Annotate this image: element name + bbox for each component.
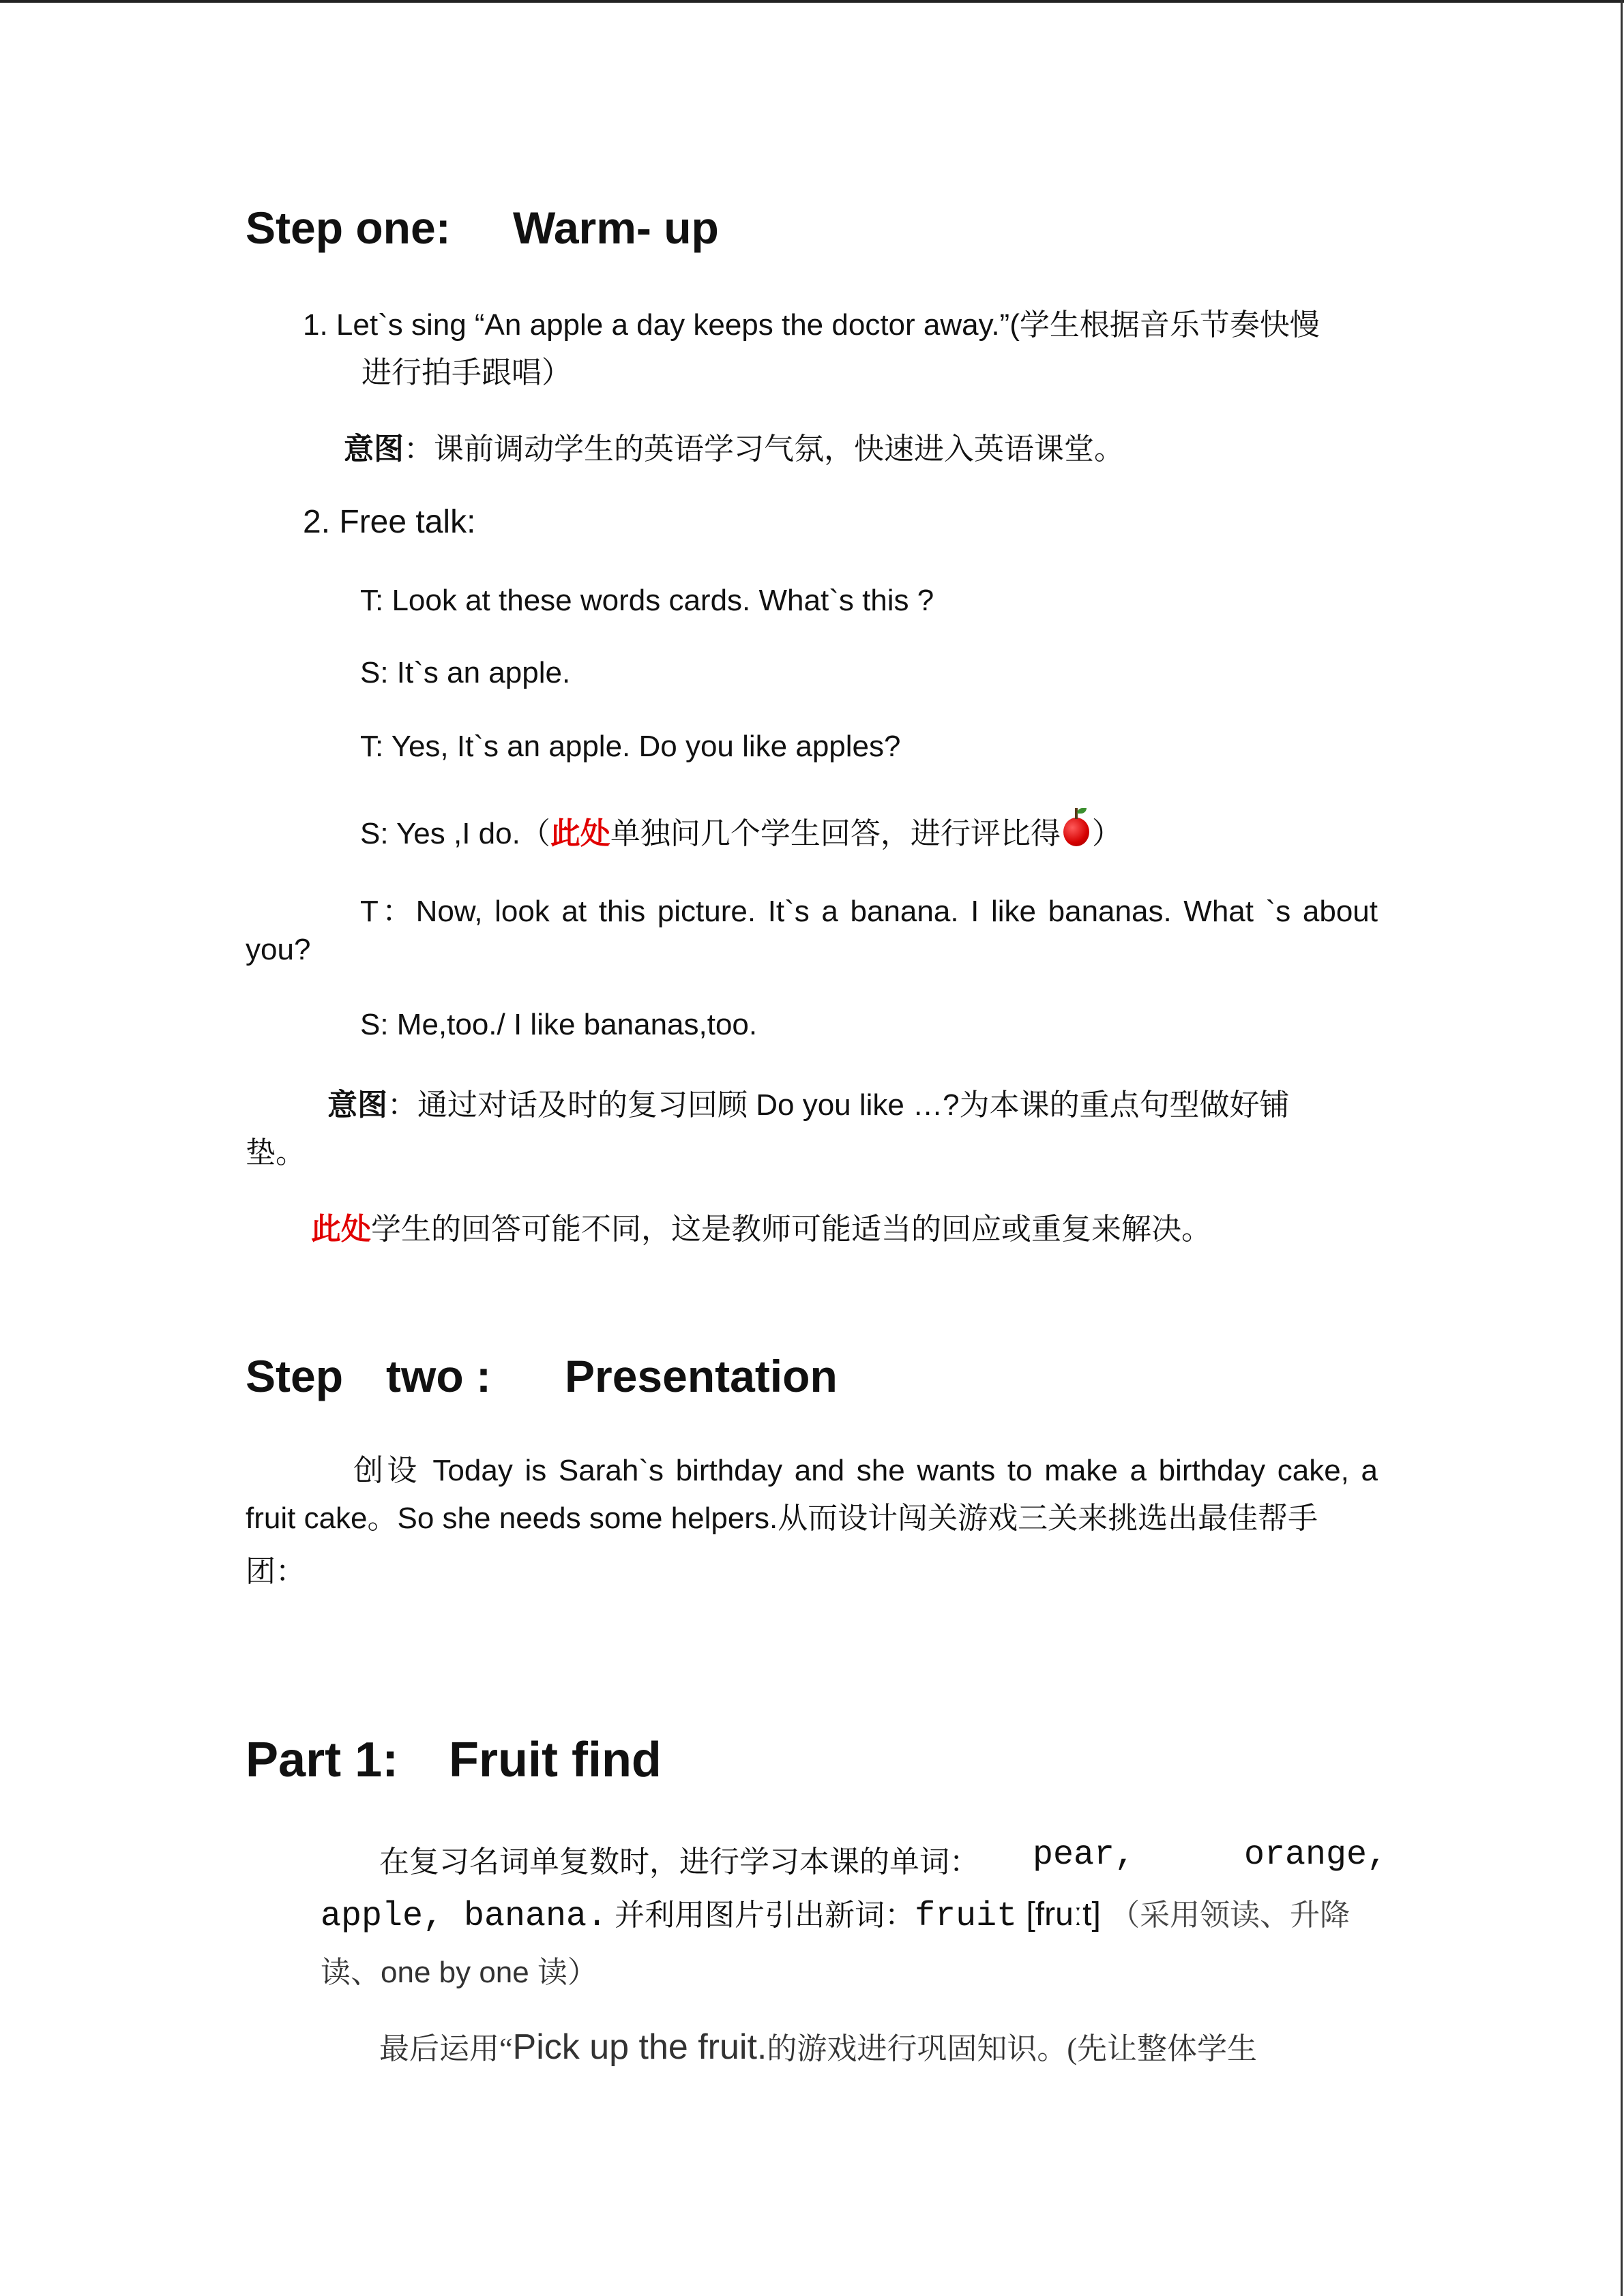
note-text: 学生的回答可能不同，这是教师可能适当的回应或重复来解决。 <box>371 1212 1211 1246</box>
dialogue-line-3: T: Yes, It`s an apple. Do you like apples? <box>360 730 901 763</box>
step2-para-line1: 创设 Today is Sarah`s birthday and she wants to make a birthday cake, a <box>353 1454 1378 1487</box>
step2-heading-label: Step <box>246 1351 344 1401</box>
page-top-border <box>0 0 1624 3</box>
part1-word-fruit: fruit <box>915 1897 1018 1936</box>
step2-heading-number: two : <box>386 1351 491 1401</box>
highlight-red: 此处 <box>550 817 610 850</box>
note-highlight-red: 此处 <box>311 1212 371 1246</box>
step1-heading-label: Step one: <box>246 203 451 253</box>
step2-para-line2: fruit cake。So she needs some helpers.从而设计闯关游戏三关来挑选出最佳帮手 <box>246 1502 1318 1535</box>
teacher-note <box>311 1204 1211 1248</box>
dialogue-line-5-cont: you? <box>246 933 311 966</box>
dialogue-line-4-text: 单独问几个学生回答，进行评比得 <box>610 817 1061 850</box>
part1-line2-text: 并利用图片引出新词： <box>607 1898 915 1932</box>
step1-item1-line2: 进行拍手跟唱） <box>361 356 572 389</box>
part1-word-orange: orange, <box>1244 1836 1388 1875</box>
part1-line4 <box>379 2024 1257 2068</box>
dialogue-line-4 <box>360 809 1122 852</box>
part1-line4-start: 最后运用“ <box>379 2032 513 2066</box>
part1-game-name: Pick up the fruit. <box>512 2027 767 2067</box>
intent-label: 意图 <box>344 432 404 466</box>
dialogue-line-6: S: Me,too./ I like bananas,too. <box>360 1008 758 1041</box>
dialogue-line-4-start: S: Yes ,I do.（ <box>360 817 550 850</box>
part1-word-pear: pear, <box>1033 1836 1136 1875</box>
page-right-border <box>1621 0 1623 2296</box>
step1-item2: 2. Free talk: <box>303 504 476 540</box>
step1-item1-line1: 1. Let`s sing “An apple a day keeps the doctor away.”(学生根据音乐节奏快慢 <box>303 308 1320 342</box>
part1-phonetic: [fruːt] <box>1017 1896 1110 1933</box>
intent-text-2: ：通过对话及时的复习回顾 Do you like …?为本课的重点句型做好铺 <box>387 1088 1290 1122</box>
step2-heading-title: Presentation <box>565 1351 838 1401</box>
intent-line-2-cont: 垫。 <box>246 1136 306 1169</box>
step2-para-line3: 团： <box>246 1555 306 1588</box>
dialogue-line-5: T：Now, look at this picture. It`s a banana. I like bananas. What `s about <box>360 895 1378 928</box>
part1-line2-tail: （采用领读、升降 <box>1110 1898 1350 1932</box>
part1-line2 <box>321 1890 1350 1936</box>
intent-line-2 <box>327 1080 1378 1124</box>
intent-line-1 <box>344 424 1124 468</box>
intent-label-2: 意图 <box>327 1088 387 1122</box>
dialogue-line-2: S: It`s an apple. <box>360 656 571 689</box>
part1-line1-text: 在复习名词单复数时，进行学习本课的单词： <box>379 1845 979 1879</box>
intent-text: ：课前调动学生的英语学习气氛，快速进入英语课堂。 <box>404 432 1124 466</box>
part1-line3: 读、one by one 读） <box>321 1956 597 1989</box>
part1-heading-label: Part 1: <box>246 1733 399 1787</box>
dialogue-line-1: T: Look at these words cards. What`s this ? <box>360 584 934 617</box>
step1-heading-title: Warm- up <box>513 203 719 253</box>
part1-line4-end: 的游戏进行巩固知识。(先让整体学生 <box>767 2032 1258 2066</box>
part1-heading-title: Fruit find <box>449 1733 662 1787</box>
part1-word-apple-banana: apple, banana. <box>321 1897 608 1936</box>
dialogue-line-4-end: ） <box>1091 817 1122 850</box>
apple-icon <box>1063 818 1089 846</box>
